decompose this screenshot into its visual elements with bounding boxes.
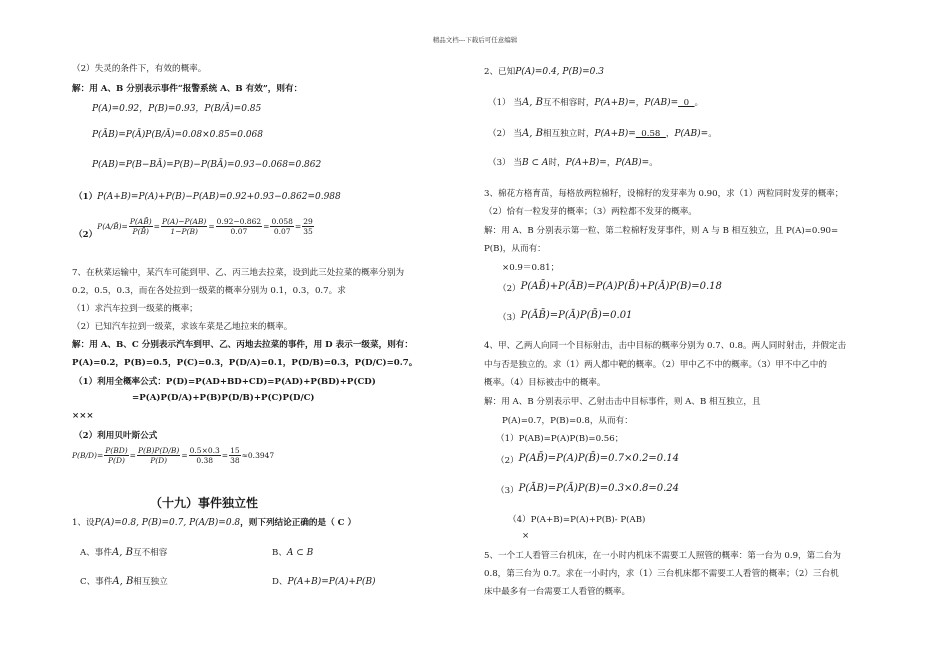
- answer-1-formula: P(A+B)=P(A)+P(B)−P(AB)=0.92+0.93−0.862=0.988: [97, 192, 341, 202]
- frac-den: 38: [230, 456, 240, 465]
- q2-a-math-2: P(A+B)=: [594, 98, 636, 108]
- q7-step-2: （2）利用贝叶斯公式: [74, 431, 158, 441]
- q5-line-1: 5、一个工人看管三台机床，在一小时内机床不需要工人照管的概率：第一台为 0.9，第二台为: [484, 551, 842, 561]
- q7-line-2: 0.2，0.5，0.3，而在各处拉到一级菜的概率分别为 0.1，0.3，0.7。求: [72, 286, 346, 296]
- q2-math: P(A)=0.4, P(B)=0.3: [515, 67, 604, 77]
- q2-c-math-3: P(AB)=: [615, 158, 650, 168]
- q2-c-math-2: P(A+B)=: [565, 158, 607, 168]
- q3-step-2: [498, 280, 722, 292]
- q4-step-2-label: （2）: [496, 456, 519, 466]
- calc-2: P(AB)=P(B−BĀ)=P(B)−P(BĀ)=0.93−0.068=0.862: [92, 160, 322, 170]
- q2-a-math-1: A, B: [521, 97, 543, 108]
- q2-a-answer: 0: [678, 98, 695, 108]
- answer-2-lhs: P(A/B̄)=: [97, 222, 128, 231]
- calc-1: P(ĀB)=P(Ā)P(B/Ā)=0.08×0.85=0.068: [92, 130, 263, 140]
- page-header: 精品文档---下载后可任意编辑: [432, 36, 518, 44]
- q4-step-3: [496, 482, 679, 494]
- option-d-math: P(A+B)=P(A)+P(B): [287, 577, 376, 587]
- option-b-math: A ⊂ B: [286, 548, 314, 558]
- option-c-text: 相互独立: [133, 577, 168, 587]
- frac-num: 0.058: [271, 217, 293, 226]
- option-a: [80, 546, 167, 558]
- frac-num: P(B)P(D/B): [137, 446, 180, 455]
- q2-b: [488, 127, 717, 139]
- q2-line: [484, 65, 604, 77]
- q7-line-1: 7、在秋菜运输中，某汽车可能到甲、乙、丙三地去拉菜，设到此三处拉菜的概率分别为: [72, 268, 405, 278]
- q4-x: ×: [522, 531, 530, 541]
- frac-den: 0.07: [273, 227, 291, 236]
- q4-step-1: （1）P(AB)=P(A)P(B)=0.56；: [496, 434, 624, 444]
- q2-c-text: 时，: [548, 158, 566, 168]
- frac-den: 0.07: [230, 227, 248, 236]
- q2-c-label: （3） 当: [488, 158, 522, 168]
- q7-xxx: ×××: [72, 411, 94, 421]
- q4-line-1: 4、甲、乙两人向同一个目标射击，击中目标的概率分别为 0.7、0.8。两人同时射击，并假定击: [484, 341, 847, 351]
- bayes-frac-4: [229, 446, 241, 465]
- q2-a-math-3: P(AB)=: [644, 98, 679, 108]
- q2-b-answer: 0.58: [635, 129, 666, 139]
- answer-1: [74, 190, 341, 202]
- q1-line: [72, 516, 356, 528]
- q2-c: [488, 156, 658, 168]
- q2-b-math-2: P(A+B)=: [594, 129, 636, 139]
- q4-line-3: 概率。（4）目标被击中的概率。: [484, 378, 606, 388]
- q7-solution: 解：用 A、B、C 分别表示汽车到甲、乙、丙地去拉菜的事件，用 D 表示一级菜，则有：: [72, 340, 413, 350]
- q1-suffix: ，则下列结论正确的是（ C ）: [240, 518, 357, 528]
- q7-step-1b: =P(A)P(D/A)+P(B)P(D/B)+P(C)P(D/C): [132, 393, 315, 403]
- q5-line-2: 0.8，第三台为 0.7。求在一小时内，求（1）三台机床都不需要工人看管的概率；（2）三台机: [484, 569, 839, 579]
- frac-num: P(BD): [105, 446, 128, 455]
- frac-den: 0.38: [196, 456, 214, 465]
- option-a-text: 互不相容: [132, 548, 168, 558]
- answer-2-frac-5: [302, 217, 314, 236]
- answer-2-frac-2: [161, 217, 207, 236]
- q2-a-end: 。: [694, 98, 704, 108]
- q3-step-2-formula: P(AB̄)+P(ĀB)=P(A)P(B̄)+P(Ā)P(B)=0.18: [520, 281, 722, 292]
- q3-step-3-label: （3）: [498, 313, 521, 323]
- frac-den: P(D): [150, 456, 168, 465]
- option-d-label: D、: [272, 577, 288, 587]
- answer-2-frac-4: [270, 217, 293, 236]
- q2-a-sep: ，: [635, 98, 645, 108]
- q5-line-3: 床中最多有一台需要工人看管的概率。: [484, 587, 631, 597]
- q2-c-sep: ，: [606, 158, 616, 168]
- answer-2: （2）P(A/B̄)= $\frac{P(AB̄)}{P(B̄)}$ = $\frac{P(A)-P(AB)}{1-P(B)}$ = $\frac{0.92-0.862}{0.07}$ = $\frac{0.058}{0.07}$ = $\frac{29}{35}$: [74, 217, 313, 240]
- q4-given: P(A)=0.7，P(B)=0.8，从而有：: [502, 416, 633, 426]
- q4-step-2-formula: P(AB̄)=P(A)P(B̄)=0.7×0.2=0.14: [518, 453, 679, 464]
- bayes-frac-2: [137, 446, 180, 465]
- q3-solution-2: P(B)，从而有：: [484, 244, 546, 254]
- q2-c-end: 。: [649, 158, 658, 168]
- answer-2-frac-3: [216, 217, 262, 236]
- q2-a-label: （1） 当: [488, 98, 522, 108]
- q7-sub-1: （1）求汽车拉到一级菜的概率；: [72, 304, 198, 314]
- q2-prefix: 2、已知: [484, 67, 516, 77]
- frac-num: 0.5×0.3: [189, 446, 220, 455]
- q3-step-2-label: （2）: [498, 284, 521, 294]
- bayes-result: ≈0.3947: [241, 451, 275, 460]
- q4-step-3-formula: P(ĀB)=P(Ā)P(B)=0.3×0.8=0.24: [518, 483, 679, 494]
- q2-a-text: 互不相容时，: [542, 98, 595, 108]
- option-b-label: B、: [272, 548, 287, 558]
- q7-given: P(A)=0.2，P(B)=0.5，P(C)=0.3，P(D/A)=0.1，P(D/B)=0.3，P(D/C)=0.7。: [72, 358, 418, 368]
- q2-b-label: （2） 当: [488, 129, 522, 139]
- frac-num: 29: [303, 217, 313, 226]
- bayes-lhs: P(B/D)=: [72, 451, 104, 460]
- q4-solution: 解：用 A、B 分别表示甲、乙射击击中目标事件，则 A、B 相互独立，且: [484, 397, 761, 407]
- bayes-frac-1: [104, 446, 128, 465]
- frac-num: 0.92−0.862: [216, 217, 262, 226]
- given-values: P(A)=0.92，P(B)=0.93，P(B/Ā)=0.85: [92, 104, 262, 114]
- q4-line-2: 中与否是独立的。求（1）两人都中靶的概率。（2）甲中乙不中的概率。（3）甲不中乙中的: [484, 360, 827, 370]
- q3-solution-1: 解：用 A、B 分别表示第一粒、第二粒棉籽发芽事件，则 A 与 B 相互独立，且 P(A)=0.90=: [484, 226, 839, 236]
- q3-step-3-formula: P(ĀB̄)=P(Ā)P(B̄)=0.01: [520, 310, 633, 321]
- q4-step-3-label: （3）: [496, 486, 519, 496]
- solution-intro: 解：用 A、B 分别表示事件“报警系统 A、B 有效”，则有：: [72, 84, 303, 94]
- option-c-label: C、事件: [80, 577, 113, 587]
- answer-2-frac-1: [129, 217, 153, 236]
- q4-step-2: [496, 452, 679, 464]
- q7-step-1: （1）利用全概率公式：P(D)=P(AD+BD+CD)=P(AD)+P(BD)+P(CD): [74, 377, 376, 387]
- frac-num: 15: [230, 446, 240, 455]
- frac-den: 1−P(B): [170, 227, 198, 236]
- q2-b-end: 。: [708, 129, 717, 139]
- frac-den: P(D): [107, 456, 125, 465]
- option-d: [272, 575, 376, 587]
- option-a-math: A, B: [112, 547, 133, 558]
- q3-line-2: （2）恰有一粒发芽的概率；（3）两粒都不发芽的概率。: [484, 207, 697, 217]
- bayes-frac-3: [189, 446, 221, 465]
- p2-line: （2）失灵的条件下，有效的概率。: [72, 64, 207, 74]
- bayes-formula: P(B/D)= $\frac{P(BD)}{P(D)}$ = $\frac{P(B)P(D/B)}{P(D)}$ = $\frac{0.5\times 0.3}{0.38}$ = $\frac{15}{38}$ ≈0.3947: [72, 446, 275, 465]
- q2-b-text: 相互独立时，: [542, 129, 595, 139]
- answer-2-label: （2）: [74, 230, 98, 240]
- q3-line-1: 3、棉花方格育苗，每格放两粒棉籽，设棉籽的发芽率为 0.90，求（1）两粒同时发芽的概率；: [484, 189, 844, 199]
- frac-den: P(B̄): [132, 227, 149, 236]
- option-c: [80, 575, 168, 587]
- answer-1-label: （1）: [74, 192, 98, 202]
- q1-math: P(A)=0.8, P(B)=0.7, P(A/B)=0.8: [94, 518, 241, 528]
- option-c-math: A, B: [112, 576, 134, 587]
- section-title: （十九）事件独立性: [150, 496, 259, 510]
- frac-den: 35: [303, 227, 313, 236]
- q3-step-3: [498, 309, 632, 321]
- q1-prefix: 1、设: [72, 518, 95, 528]
- q2-b-math-1: A, B: [521, 128, 543, 139]
- q2-c-math-1: B ⊂ A: [521, 158, 549, 168]
- q4-step-4: （4）P(A+B)=P(A)+P(B)- P(AB): [508, 515, 646, 525]
- q3-step-1: ×0.9＝0.81；: [502, 263, 560, 273]
- option-a-label: A、事件: [80, 548, 112, 558]
- q2-b-math-3: P(AB)=: [674, 129, 709, 139]
- frac-num: P(A)−P(AB): [161, 217, 207, 226]
- option-b: [272, 546, 313, 558]
- q2-b-sep: ，: [665, 129, 675, 139]
- frac-num: P(AB̄): [129, 217, 152, 226]
- q2-a: [488, 96, 703, 108]
- q7-sub-2: （2）已知汽车拉到一级菜，求该车菜是乙地拉来的概率。: [72, 322, 293, 332]
